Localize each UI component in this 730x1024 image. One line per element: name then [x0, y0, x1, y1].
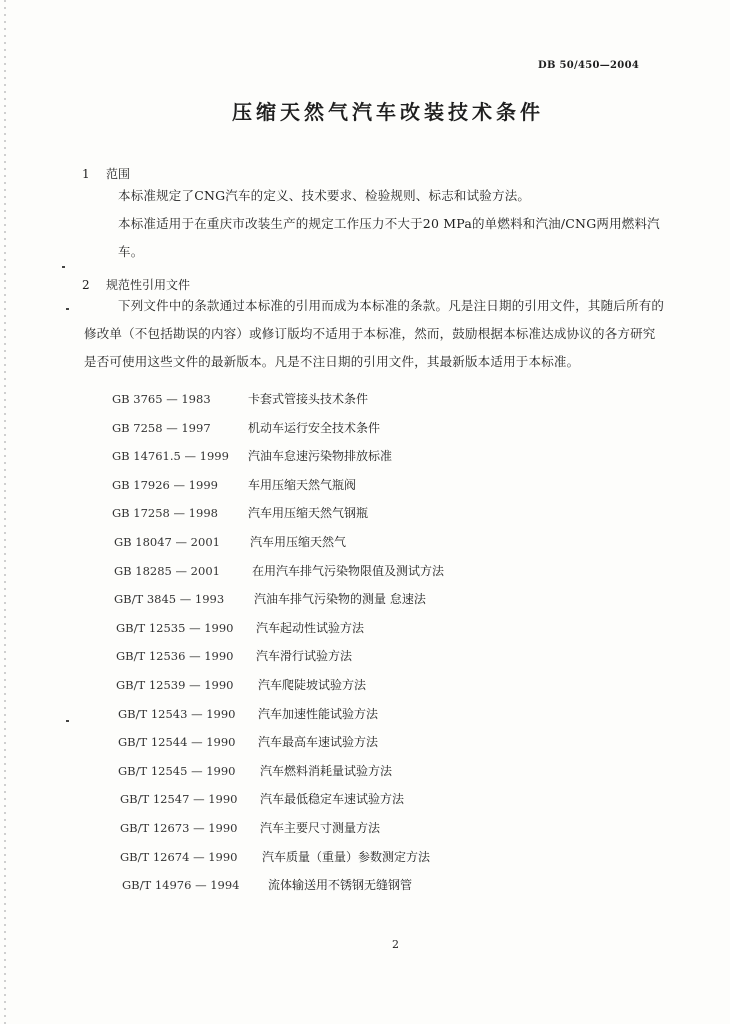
reference-list [110, 386, 710, 901]
reference-item [110, 786, 710, 815]
reference-item [110, 729, 710, 758]
reference-title: 汽车起动性试验方法 [256, 620, 365, 635]
reference-title: 汽车主要尺寸测量方法 [260, 820, 381, 835]
paragraph: 修改单（不包括勘误的内容）或修订版均不适用于本标准，然而，鼓励根据本标准达成协议的各方研究 [84, 326, 656, 341]
reference-code: GB/T 12536 — 1990 [116, 649, 234, 664]
reference-code: GB/T 12535 — 1990 [116, 620, 234, 635]
reference-item [110, 529, 710, 558]
scan-speck [66, 308, 69, 310]
reference-title: 汽车燃料消耗量试验方法 [260, 763, 393, 778]
reference-item [110, 586, 710, 615]
reference-code: GB 7258 — 1997 [112, 420, 211, 435]
reference-title: 机动车运行安全技术条件 [248, 420, 381, 435]
reference-title: 汽车滑行试验方法 [256, 649, 353, 664]
reference-code: GB/T 12547 — 1990 [120, 792, 238, 807]
section-number: 2 [82, 278, 90, 292]
reference-item [110, 872, 710, 901]
paragraph: 是否可使用这些文件的最新版本。凡是不注日期的引用文件，其最新版本适用于本标准。 [84, 354, 580, 369]
scan-speck [66, 720, 69, 722]
reference-code: GB/T 3845 — 1993 [114, 592, 225, 607]
reference-title: 车用压缩天然气瓶阀 [248, 477, 357, 492]
reference-item [110, 643, 710, 672]
reference-code: GB/T 12539 — 1990 [116, 677, 234, 692]
reference-item [110, 844, 710, 873]
paragraph: 车。 [118, 244, 144, 259]
reference-code: GB/T 14976 — 1994 [122, 878, 240, 893]
reference-title: 卡套式管接头技术条件 [248, 392, 369, 406]
reference-code: GB 14761.5 — 1999 [112, 449, 229, 464]
reference-title: 汽车用压缩天然气钢瓶 [248, 506, 369, 521]
reference-title: 流体输送用不锈钢无缝钢管 [268, 878, 413, 893]
reference-item [110, 415, 710, 444]
reference-item [110, 500, 710, 529]
document-number: DB 50/450—2004 [538, 60, 640, 71]
paragraph: 本标准适用于在重庆市改装生产的规定工作压力不大于20 MPa的单燃料和汽油/CNG两用燃料汽 [118, 216, 660, 231]
reference-item [110, 758, 710, 787]
paragraph: 下列文件中的条款通过本标准的引用而成为本标准的条款。凡是注日期的引用文件，其随后所有的 [118, 298, 665, 313]
reference-item [110, 443, 710, 472]
reference-code: GB 18285 — 2001 [114, 563, 220, 578]
reference-item [110, 672, 710, 701]
reference-item [110, 615, 710, 644]
section-number: 1 [82, 167, 90, 181]
reference-title: 汽车爬陡坡试验方法 [258, 677, 367, 692]
reference-title: 汽油车怠速污染物排放标准 [248, 449, 393, 464]
reference-title: 汽车最低稳定车速试验方法 [260, 792, 405, 807]
reference-code: GB/T 12674 — 1990 [120, 849, 238, 864]
section-heading-normative-references [82, 276, 190, 293]
reference-code: GB/T 12545 — 1990 [118, 763, 236, 778]
reference-title: 汽车质量（重量）参数测定方法 [262, 849, 431, 864]
reference-item [110, 386, 710, 415]
document-title: 压缩天然气汽车改装技术条件 [232, 100, 544, 124]
reference-code: GB/T 12673 — 1990 [120, 820, 238, 835]
reference-item [110, 815, 710, 844]
section-title: 规范性引用文件 [106, 278, 191, 292]
reference-code: GB 3765 — 1983 [112, 392, 211, 406]
reference-title: 汽车用压缩天然气 [250, 534, 347, 549]
reference-title: 汽车加速性能试验方法 [258, 706, 379, 721]
reference-code: GB/T 12543 — 1990 [118, 706, 236, 721]
paragraph: 本标准规定了CNG汽车的定义、技术要求、检验规则、标志和试验方法。 [118, 188, 531, 203]
reference-item [110, 701, 710, 730]
reference-title: 在用汽车排气污染物限值及测试方法 [252, 563, 445, 578]
reference-code: GB 17258 — 1998 [112, 506, 218, 521]
reference-title: 汽车最高车速试验方法 [258, 735, 379, 750]
page-number: 2 [392, 938, 399, 951]
reference-item [110, 472, 710, 501]
section-title: 范围 [106, 167, 131, 181]
reference-title: 汽油车排气污染物的测量 怠速法 [254, 592, 426, 607]
scan-edge-artifact [4, 0, 6, 1024]
reference-code: GB 18047 — 2001 [114, 534, 220, 549]
reference-item [110, 558, 710, 587]
scan-speck [62, 266, 65, 268]
reference-code: GB/T 12544 — 1990 [118, 735, 236, 750]
section-heading-scope [82, 165, 130, 182]
reference-code: GB 17926 — 1999 [112, 477, 218, 492]
